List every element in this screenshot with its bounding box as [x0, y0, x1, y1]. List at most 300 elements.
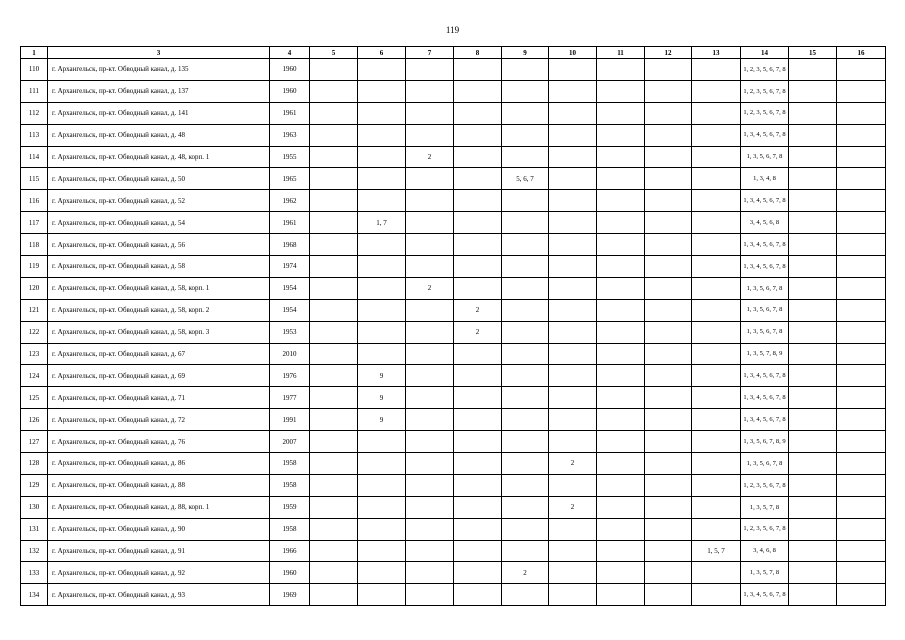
- cell-col-12: [645, 431, 692, 453]
- column-header-10: 10: [549, 47, 597, 59]
- cell-col-7: [406, 518, 454, 540]
- cell-col-8: [454, 343, 502, 365]
- cell-col-1: 116: [21, 190, 48, 212]
- cell-col-8: [454, 59, 502, 81]
- cell-col-3: г. Архангельск, пр-кт. Обводный канал, д. 135: [48, 59, 270, 81]
- cell-col-7: 2: [406, 277, 454, 299]
- cell-col-16: [837, 146, 886, 168]
- cell-col-13: [692, 168, 741, 190]
- cell-col-9: [502, 146, 549, 168]
- cell-col-13: [692, 146, 741, 168]
- cell-col-16: [837, 212, 886, 234]
- cell-col-15: [789, 584, 837, 606]
- cell-col-3: г. Архангельск, пр-кт. Обводный канал, д. 58, корп. 2: [48, 299, 270, 321]
- cell-col-15: [789, 299, 837, 321]
- cell-col-4: 1962: [270, 190, 310, 212]
- cell-col-4: 1965: [270, 168, 310, 190]
- cell-col-7: [406, 168, 454, 190]
- cell-col-6: [358, 80, 406, 102]
- cell-col-13: [692, 277, 741, 299]
- cell-col-6: [358, 584, 406, 606]
- cell-col-6: [358, 102, 406, 124]
- cell-col-14: 1, 3, 5, 7, 8: [741, 496, 789, 518]
- cell-col-6: [358, 431, 406, 453]
- cell-col-9: [502, 212, 549, 234]
- column-header-4: 4: [270, 47, 310, 59]
- cell-col-5: [310, 496, 358, 518]
- cell-col-16: [837, 190, 886, 212]
- cell-col-10: [549, 409, 597, 431]
- cell-col-3: г. Архангельск, пр-кт. Обводный канал, д. 86: [48, 453, 270, 475]
- cell-col-10: [549, 299, 597, 321]
- cell-col-4: 2007: [270, 431, 310, 453]
- cell-col-11: [597, 409, 645, 431]
- cell-col-13: [692, 256, 741, 278]
- cell-col-16: [837, 584, 886, 606]
- cell-col-15: [789, 562, 837, 584]
- cell-col-16: [837, 277, 886, 299]
- cell-col-3: г. Архангельск, пр-кт. Обводный канал, д. 90: [48, 518, 270, 540]
- cell-col-8: [454, 212, 502, 234]
- cell-col-3: г. Архангельск, пр-кт. Обводный канал, д. 48: [48, 124, 270, 146]
- cell-col-7: [406, 365, 454, 387]
- cell-col-12: [645, 234, 692, 256]
- cell-col-12: [645, 277, 692, 299]
- cell-col-8: [454, 256, 502, 278]
- cell-col-5: [310, 343, 358, 365]
- cell-col-5: [310, 387, 358, 409]
- cell-col-12: [645, 59, 692, 81]
- cell-col-7: [406, 387, 454, 409]
- cell-col-6: [358, 453, 406, 475]
- cell-col-15: [789, 277, 837, 299]
- cell-col-9: [502, 277, 549, 299]
- cell-col-11: [597, 321, 645, 343]
- column-header-5: 5: [310, 47, 358, 59]
- cell-col-15: [789, 146, 837, 168]
- cell-col-15: [789, 540, 837, 562]
- cell-col-1: 131: [21, 518, 48, 540]
- cell-col-6: [358, 474, 406, 496]
- column-header-16: 16: [837, 47, 886, 59]
- cell-col-15: [789, 409, 837, 431]
- cell-col-3: г. Архангельск, пр-кт. Обводный канал, д. 58: [48, 256, 270, 278]
- cell-col-13: [692, 474, 741, 496]
- cell-col-3: г. Архангельск, пр-кт. Обводный канал, д. 71: [48, 387, 270, 409]
- cell-col-10: [549, 431, 597, 453]
- cell-col-5: [310, 168, 358, 190]
- cell-col-1: 128: [21, 453, 48, 475]
- cell-col-10: [549, 365, 597, 387]
- cell-col-9: [502, 102, 549, 124]
- cell-col-10: [549, 102, 597, 124]
- cell-col-7: [406, 584, 454, 606]
- cell-col-1: 123: [21, 343, 48, 365]
- table-row: [21, 343, 886, 365]
- cell-col-7: 2: [406, 146, 454, 168]
- cell-col-11: [597, 387, 645, 409]
- table-row: [21, 453, 886, 475]
- cell-col-10: [549, 234, 597, 256]
- table-row: [21, 387, 886, 409]
- cell-col-16: [837, 540, 886, 562]
- cell-col-4: 1958: [270, 453, 310, 475]
- cell-col-11: [597, 365, 645, 387]
- cell-col-1: 110: [21, 59, 48, 81]
- cell-col-11: [597, 59, 645, 81]
- table-row: [21, 496, 886, 518]
- cell-col-14: 3, 4, 6, 8: [741, 540, 789, 562]
- cell-col-12: [645, 496, 692, 518]
- cell-col-12: [645, 518, 692, 540]
- cell-col-15: [789, 387, 837, 409]
- table-row: [21, 409, 886, 431]
- cell-col-6: [358, 540, 406, 562]
- cell-col-11: [597, 562, 645, 584]
- cell-col-8: [454, 453, 502, 475]
- cell-col-10: [549, 168, 597, 190]
- cell-col-11: [597, 256, 645, 278]
- cell-col-5: [310, 299, 358, 321]
- cell-col-9: [502, 409, 549, 431]
- cell-col-5: [310, 102, 358, 124]
- cell-col-1: 124: [21, 365, 48, 387]
- cell-col-13: [692, 299, 741, 321]
- cell-col-1: 118: [21, 234, 48, 256]
- cell-col-14: 1, 3, 4, 5, 6, 7, 8: [741, 409, 789, 431]
- cell-col-14: 1, 3, 5, 6, 7, 8: [741, 277, 789, 299]
- cell-col-7: [406, 212, 454, 234]
- cell-col-5: [310, 124, 358, 146]
- cell-col-4: 1959: [270, 496, 310, 518]
- cell-col-3: г. Архангельск, пр-кт. Обводный канал, д. 58, корп. 3: [48, 321, 270, 343]
- cell-col-16: [837, 518, 886, 540]
- cell-col-7: [406, 496, 454, 518]
- table-row: [21, 431, 886, 453]
- cell-col-6: [358, 168, 406, 190]
- cell-col-1: 132: [21, 540, 48, 562]
- cell-col-10: [549, 80, 597, 102]
- column-header-13: 13: [692, 47, 741, 59]
- cell-col-16: [837, 299, 886, 321]
- cell-col-4: 2010: [270, 343, 310, 365]
- cell-col-10: [549, 59, 597, 81]
- cell-col-4: 1960: [270, 59, 310, 81]
- cell-col-16: [837, 474, 886, 496]
- cell-col-13: [692, 321, 741, 343]
- table-row: [21, 256, 886, 278]
- cell-col-11: [597, 299, 645, 321]
- cell-col-1: 129: [21, 474, 48, 496]
- column-header-3: 3: [48, 47, 270, 59]
- cell-col-3: г. Архангельск, пр-кт. Обводный канал, д. 69: [48, 365, 270, 387]
- column-header-9: 9: [502, 47, 549, 59]
- cell-col-10: [549, 146, 597, 168]
- cell-col-4: 1961: [270, 212, 310, 234]
- cell-col-16: [837, 365, 886, 387]
- cell-col-11: [597, 102, 645, 124]
- table-row: [21, 562, 886, 584]
- column-header-12: 12: [645, 47, 692, 59]
- cell-col-13: [692, 496, 741, 518]
- cell-col-3: г. Архангельск, пр-кт. Обводный канал, д. 93: [48, 584, 270, 606]
- table-body: [21, 59, 886, 606]
- cell-col-12: [645, 562, 692, 584]
- cell-col-16: [837, 431, 886, 453]
- cell-col-16: [837, 124, 886, 146]
- cell-col-1: 112: [21, 102, 48, 124]
- cell-col-14: 1, 3, 5, 6, 7, 8: [741, 299, 789, 321]
- cell-col-4: 1977: [270, 387, 310, 409]
- column-header-7: 7: [406, 47, 454, 59]
- table-row: [21, 212, 886, 234]
- table-header-row: [21, 47, 886, 59]
- cell-col-14: 1, 3, 4, 5, 6, 7, 8: [741, 124, 789, 146]
- cell-col-3: г. Архангельск, пр-кт. Обводный канал, д. 91: [48, 540, 270, 562]
- cell-col-11: [597, 518, 645, 540]
- cell-col-5: [310, 453, 358, 475]
- cell-col-1: 122: [21, 321, 48, 343]
- cell-col-4: 1963: [270, 124, 310, 146]
- cell-col-6: [358, 277, 406, 299]
- cell-col-7: [406, 102, 454, 124]
- cell-col-6: [358, 124, 406, 146]
- cell-col-5: [310, 365, 358, 387]
- cell-col-8: [454, 584, 502, 606]
- cell-col-1: 113: [21, 124, 48, 146]
- cell-col-11: [597, 496, 645, 518]
- cell-col-5: [310, 277, 358, 299]
- cell-col-15: [789, 59, 837, 81]
- cell-col-10: [549, 584, 597, 606]
- cell-col-10: [549, 190, 597, 212]
- cell-col-12: [645, 80, 692, 102]
- cell-col-8: [454, 277, 502, 299]
- cell-col-13: [692, 80, 741, 102]
- cell-col-14: 1, 3, 5, 6, 7, 8: [741, 453, 789, 475]
- cell-col-14: 1, 2, 3, 5, 6, 7, 8: [741, 80, 789, 102]
- cell-col-10: [549, 518, 597, 540]
- cell-col-8: [454, 365, 502, 387]
- cell-col-12: [645, 190, 692, 212]
- cell-col-15: [789, 168, 837, 190]
- cell-col-9: [502, 518, 549, 540]
- cell-col-10: [549, 256, 597, 278]
- cell-col-1: 130: [21, 496, 48, 518]
- table-row: [21, 584, 886, 606]
- cell-col-10: [549, 343, 597, 365]
- table-row: [21, 102, 886, 124]
- cell-col-14: 1, 3, 5, 6, 7, 8: [741, 146, 789, 168]
- cell-col-14: 1, 3, 5, 7, 8, 9: [741, 343, 789, 365]
- cell-col-9: [502, 387, 549, 409]
- column-header-11: 11: [597, 47, 645, 59]
- cell-col-8: [454, 409, 502, 431]
- cell-col-1: 134: [21, 584, 48, 606]
- cell-col-13: [692, 431, 741, 453]
- building-table: [20, 46, 886, 606]
- cell-col-10: [549, 540, 597, 562]
- cell-col-8: [454, 474, 502, 496]
- cell-col-6: [358, 518, 406, 540]
- cell-col-6: [358, 496, 406, 518]
- cell-col-16: [837, 496, 886, 518]
- cell-col-3: г. Архангельск, пр-кт. Обводный канал, д. 76: [48, 431, 270, 453]
- cell-col-1: 117: [21, 212, 48, 234]
- cell-col-3: г. Архангельск, пр-кт. Обводный канал, д. 50: [48, 168, 270, 190]
- cell-col-14: 1, 3, 5, 6, 7, 8, 9: [741, 431, 789, 453]
- cell-col-16: [837, 102, 886, 124]
- cell-col-9: [502, 343, 549, 365]
- cell-col-7: [406, 124, 454, 146]
- cell-col-6: 9: [358, 409, 406, 431]
- cell-col-8: [454, 518, 502, 540]
- cell-col-15: [789, 102, 837, 124]
- cell-col-15: [789, 80, 837, 102]
- page-number: 119: [445, 25, 460, 35]
- cell-col-5: [310, 321, 358, 343]
- cell-col-12: [645, 124, 692, 146]
- cell-col-15: [789, 431, 837, 453]
- cell-col-9: [502, 496, 549, 518]
- cell-col-8: [454, 387, 502, 409]
- cell-col-9: [502, 584, 549, 606]
- cell-col-16: [837, 256, 886, 278]
- cell-col-3: г. Архангельск, пр-кт. Обводный канал, д. 92: [48, 562, 270, 584]
- cell-col-1: 126: [21, 409, 48, 431]
- cell-col-13: [692, 234, 741, 256]
- cell-col-12: [645, 321, 692, 343]
- cell-col-15: [789, 474, 837, 496]
- cell-col-9: [502, 474, 549, 496]
- cell-col-7: [406, 343, 454, 365]
- cell-col-3: г. Архангельск, пр-кт. Обводный канал, д. 88, корп. 1: [48, 496, 270, 518]
- cell-col-9: [502, 190, 549, 212]
- cell-col-16: [837, 234, 886, 256]
- cell-col-14: 1, 3, 4, 8: [741, 168, 789, 190]
- cell-col-13: [692, 102, 741, 124]
- cell-col-1: 119: [21, 256, 48, 278]
- cell-col-6: 9: [358, 387, 406, 409]
- cell-col-7: [406, 299, 454, 321]
- cell-col-8: [454, 234, 502, 256]
- cell-col-1: 114: [21, 146, 48, 168]
- cell-col-4: 1974: [270, 256, 310, 278]
- cell-col-9: [502, 299, 549, 321]
- cell-col-6: [358, 146, 406, 168]
- cell-col-9: [502, 365, 549, 387]
- cell-col-7: [406, 562, 454, 584]
- cell-col-14: 1, 3, 4, 5, 6, 7, 8: [741, 234, 789, 256]
- cell-col-3: г. Архангельск, пр-кт. Обводный канал, д. 52: [48, 190, 270, 212]
- cell-col-15: [789, 343, 837, 365]
- cell-col-8: [454, 562, 502, 584]
- cell-col-6: [358, 256, 406, 278]
- cell-col-7: [406, 540, 454, 562]
- cell-col-16: [837, 80, 886, 102]
- cell-col-13: [692, 212, 741, 234]
- cell-col-9: 5, 6, 7: [502, 168, 549, 190]
- table-row: [21, 321, 886, 343]
- cell-col-14: 1, 3, 5, 7, 8: [741, 562, 789, 584]
- cell-col-1: 125: [21, 387, 48, 409]
- cell-col-4: 1969: [270, 584, 310, 606]
- cell-col-13: [692, 190, 741, 212]
- cell-col-9: [502, 80, 549, 102]
- table-row: [21, 124, 886, 146]
- cell-col-5: [310, 474, 358, 496]
- cell-col-14: 1, 3, 4, 5, 6, 7, 8: [741, 387, 789, 409]
- cell-col-9: [502, 124, 549, 146]
- cell-col-11: [597, 540, 645, 562]
- cell-col-15: [789, 212, 837, 234]
- cell-col-3: г. Архангельск, пр-кт. Обводный канал, д. 56: [48, 234, 270, 256]
- cell-col-16: [837, 562, 886, 584]
- cell-col-8: [454, 190, 502, 212]
- cell-col-10: [549, 387, 597, 409]
- cell-col-4: 1976: [270, 365, 310, 387]
- cell-col-4: 1955: [270, 146, 310, 168]
- cell-col-12: [645, 343, 692, 365]
- cell-col-12: [645, 168, 692, 190]
- table-row: [21, 168, 886, 190]
- cell-col-10: 2: [549, 496, 597, 518]
- cell-col-6: [358, 562, 406, 584]
- cell-col-11: [597, 343, 645, 365]
- cell-col-16: [837, 168, 886, 190]
- cell-col-13: [692, 365, 741, 387]
- cell-col-16: [837, 409, 886, 431]
- cell-col-8: [454, 80, 502, 102]
- cell-col-1: 120: [21, 277, 48, 299]
- cell-col-15: [789, 124, 837, 146]
- cell-col-13: [692, 387, 741, 409]
- cell-col-1: 111: [21, 80, 48, 102]
- cell-col-9: [502, 431, 549, 453]
- cell-col-1: 121: [21, 299, 48, 321]
- cell-col-11: [597, 168, 645, 190]
- cell-col-15: [789, 256, 837, 278]
- cell-col-12: [645, 409, 692, 431]
- table-row: [21, 234, 886, 256]
- cell-col-5: [310, 256, 358, 278]
- cell-col-8: [454, 102, 502, 124]
- cell-col-13: [692, 584, 741, 606]
- cell-col-7: [406, 321, 454, 343]
- cell-col-11: [597, 453, 645, 475]
- table-row: [21, 540, 886, 562]
- cell-col-10: [549, 212, 597, 234]
- table-row: [21, 80, 886, 102]
- cell-col-11: [597, 80, 645, 102]
- cell-col-5: [310, 409, 358, 431]
- cell-col-12: [645, 387, 692, 409]
- cell-col-15: [789, 190, 837, 212]
- cell-col-13: [692, 343, 741, 365]
- cell-col-15: [789, 496, 837, 518]
- column-header-1: 1: [21, 47, 48, 59]
- cell-col-9: 2: [502, 562, 549, 584]
- cell-col-5: [310, 518, 358, 540]
- cell-col-9: [502, 540, 549, 562]
- cell-col-10: [549, 124, 597, 146]
- cell-col-8: [454, 124, 502, 146]
- cell-col-4: 1958: [270, 518, 310, 540]
- table-row: [21, 299, 886, 321]
- cell-col-7: [406, 453, 454, 475]
- cell-col-5: [310, 80, 358, 102]
- table-row: [21, 474, 886, 496]
